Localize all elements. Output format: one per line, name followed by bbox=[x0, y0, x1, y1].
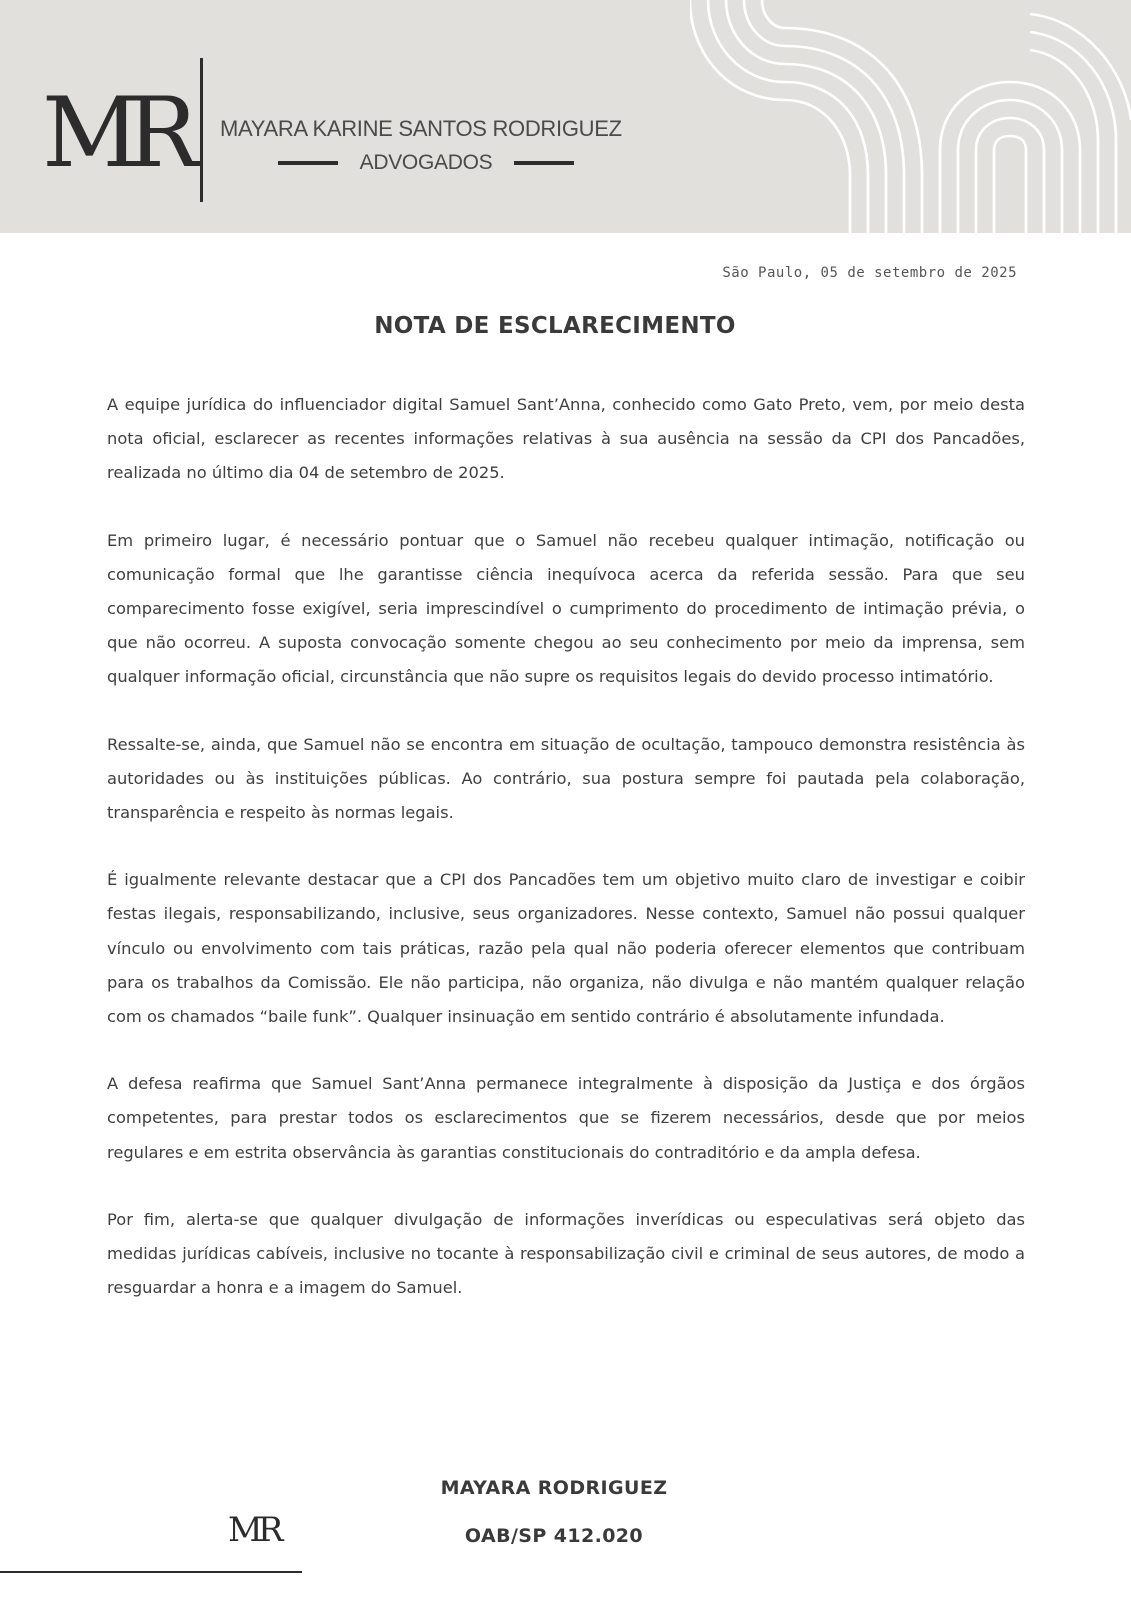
letterhead-header bbox=[0, 0, 1131, 233]
paragraph: Em primeiro lugar, é necessário pontuar que o Samuel não recebeu qualquer intimação, notificação ou comunicação formal que lhe garantisse ciência inequívoca acerca da referida sessão. Para que seu comparecimento fosse exigível, seria imprescindível o cumprimento do procedimento de intimação prévia, o que não ocorreu. A suposta convocação somente chegou ao seu conhecimento por meio da imprensa, sem qualquer informação oficial, circunstância que não supre os requisitos legais do devido processo intimatório. bbox=[107, 530, 1025, 687]
decorative-arch-pattern bbox=[690, 0, 1131, 233]
signatory-registration: OAB/SP 412.020 bbox=[464, 1525, 644, 1547]
paragraph: A defesa reafirma que Samuel Sant’Anna permanece integralmente à disposição da Justiça e dos órgãos competentes, para prestar todos os esclarecimentos que se fizerem necessários, desde que por meios regulares e em estrita observância às garantias constitucionais do contraditório e da ampla defesa. bbox=[107, 1074, 1025, 1162]
footer-rule bbox=[0, 1571, 302, 1573]
paragraph: Ressalte-se, ainda, que Samuel não se encontra em situação de ocultação, tampouco demonstra resistência às autoridades ou às instituições públicas. Ao contrário, sua postura sempre foi pautada pela colaboração, transparência e respeito às normas legais. bbox=[107, 734, 1025, 823]
paragraph: É igualmente relevante destacar que a CPI dos Pancadões tem um objetivo muito claro de investigar e coibir festas ilegais, responsabilizando, inclusive, seus organizadores. Nesse contexto, Samuel não possui qualquer vínculo ou envolvimento com tais práticas, razão pela qual não poderia oferecer elementos que contribuam para os trabalhos da Comissão. Ele não participa, não organiza, não divulga e não mantém qualquer relação com os chamados “baile funk”. Qualquer insinuação em sentido contrário é absolutamente infundada. bbox=[107, 870, 1025, 1027]
subtitle-left-rule bbox=[278, 161, 338, 165]
document-title: NOTA DE ESCLARECIMENTO bbox=[374, 313, 736, 339]
paragraph: A equipe jurídica do influenciador digital Samuel Sant’Anna, conhecido como Gato Preto, vem, por meio desta nota oficial, esclarecer as recentes informações relativas à sua ausência na sessão da CPI dos Pancadões, realizada no último dia 04 de setembro de 2025. bbox=[107, 395, 1025, 483]
firm-logo-monogram: MR bbox=[42, 77, 185, 189]
document-body bbox=[107, 388, 1025, 1338]
firm-subtitle: ADVOGADOS bbox=[359, 151, 493, 174]
signature-block bbox=[0, 1464, 1108, 1560]
footer-logo-monogram: MR bbox=[228, 1510, 279, 1550]
signatory-name: MAYARA RODRIGUEZ bbox=[440, 1477, 668, 1499]
firm-name: MAYARA KARINE SANTOS RODRIGUEZ bbox=[220, 116, 622, 141]
paragraph: Por fim, alerta-se que qualquer divulgação de informações inverídicas ou especulativas será objeto das medidas jurídicas cabíveis, inclusive no tocante à responsabilização civil e criminal de seus autores, de modo a resguardar a honra e a imagem do Samuel. bbox=[107, 1209, 1025, 1298]
document-date: São Paulo, 05 de setembro de 2025 bbox=[722, 265, 1017, 281]
logo-divider bbox=[200, 58, 203, 202]
subtitle-right-rule bbox=[514, 161, 574, 165]
firm-subtitle-row bbox=[278, 148, 574, 178]
